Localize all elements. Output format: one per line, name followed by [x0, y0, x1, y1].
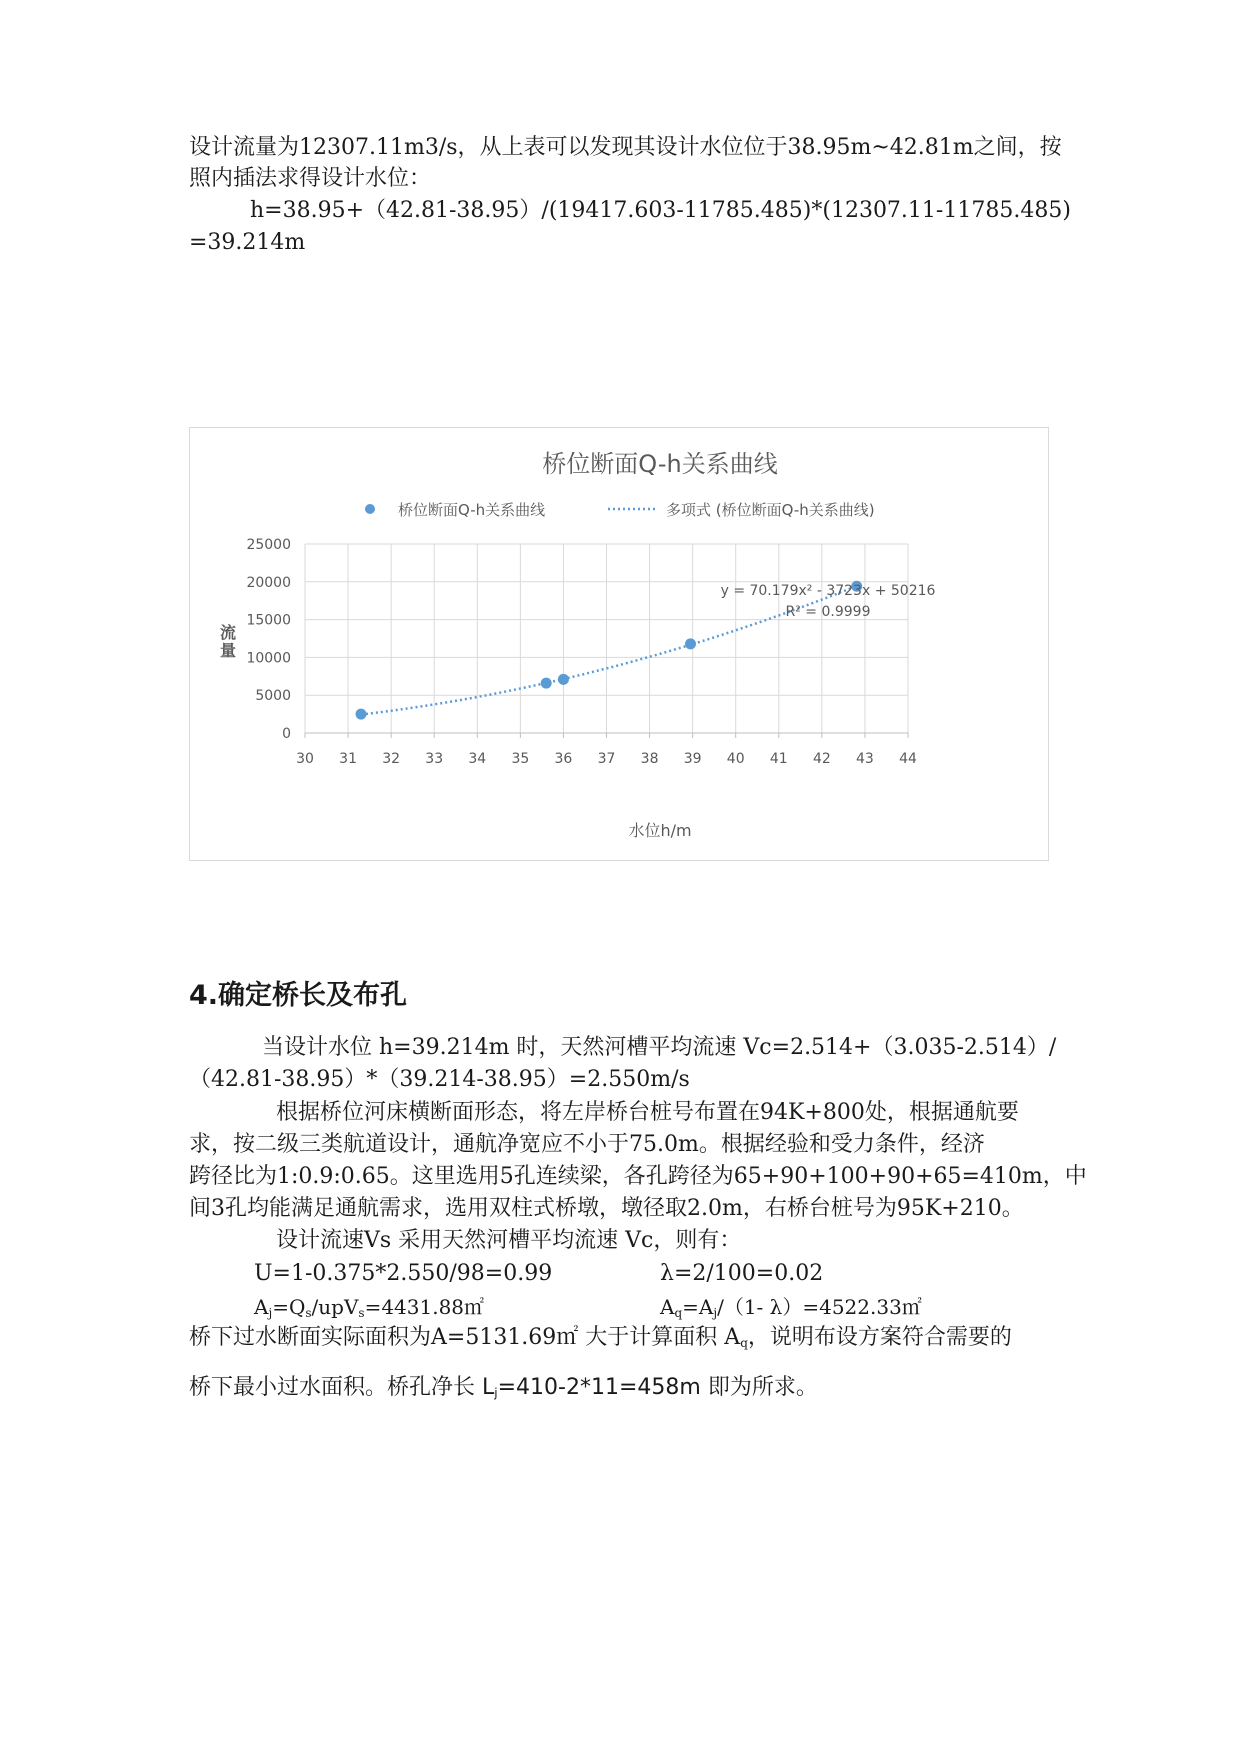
x-tick-label: 40 [726, 751, 745, 767]
qh-chart [189, 427, 1049, 861]
y-tick-label: 25000 [246, 537, 291, 553]
trend-equation: y = 70.179x² - 3723x + 50216 [720, 583, 936, 599]
chart-points [355, 581, 862, 720]
chart-legend [365, 501, 875, 519]
s4-line1: 当设计水位 h=39.214m 时，天然河槽平均流速 Vc=2.514+（3.035-2.514）/ [262, 1035, 1057, 1060]
x-axis-label: 水位h/m [628, 821, 692, 840]
data-point [558, 674, 569, 685]
qh-chart-svg [190, 428, 1048, 860]
aj-formula: $A_j=Q_s/upV_s=4431.88㎡$ [254, 1295, 485, 1320]
y-tick-label: 20000 [246, 574, 291, 591]
s4-line4: 求，按二级三类航道设计，通航净宽应不小于75.0m。根据经验和受力条件，经济 [189, 1132, 985, 1157]
y-tick-label: 15000 [246, 612, 291, 629]
y-tick-label: 0 [282, 726, 291, 742]
y-axis-label: 流量 [219, 623, 237, 660]
y-tick-label: 5000 [255, 688, 291, 705]
chart-title: 桥位断面Q-h关系曲线 [542, 450, 778, 478]
para1-line2: 照内插法求得设计水位： [189, 166, 432, 191]
x-tick-label: 32 [382, 751, 401, 767]
x-tick-label: 34 [468, 751, 487, 767]
x-tick-label: 37 [597, 751, 616, 767]
s4-line10: 桥下过水断面实际面积为A=5131.69㎡ 大于计算面积 $A_q$，说明布设方案符合需要的 [189, 1325, 1012, 1350]
section-heading-4: 4.确定桥长及布孔 [189, 980, 408, 1011]
x-tick-label: 42 [812, 751, 831, 767]
s4-line6: 间3孔均能满足通航需求，选用双柱式桥墩，墩径取2.0m，右桥台桩号为95K+210。 [189, 1196, 1024, 1221]
x-tick-label: 44 [899, 751, 917, 767]
x-tick-label: 41 [769, 751, 788, 767]
data-point [685, 638, 696, 649]
x-tick-label: 30 [296, 751, 314, 767]
legend-label-trend: 多项式 (桥位断面Q-h关系曲线) [666, 501, 875, 519]
x-tick-label: 31 [339, 751, 357, 767]
y-tick-label: 10000 [246, 650, 291, 667]
para1-line1: 设计流量为12307.11m3/s，从上表可以发现其设计水位位于38.95m~42.81m之间，按 [189, 135, 1062, 160]
s4-line5: 跨径比为1:0.9:0.65。这里选用5孔连续梁，各孔跨径为65+90+100+90+65=410m，中 [189, 1164, 1087, 1189]
x-tick-label: 43 [856, 751, 874, 767]
chart-axes [246, 537, 917, 767]
x-tick-label: 35 [511, 751, 530, 767]
x-tick-label: 38 [640, 751, 659, 767]
x-tick-label: 36 [554, 751, 573, 767]
legend-label-series: 桥位断面Q-h关系曲线 [398, 501, 546, 519]
x-tick-label: 39 [683, 751, 702, 767]
legend-marker-series [365, 504, 375, 514]
u-formula: U=1-0.375*2.550/98=0.99 [254, 1261, 553, 1286]
s4-line7: 设计流速Vs 采用天然河槽平均流速 Vc，则有： [276, 1228, 742, 1253]
chart-gridlines [305, 544, 908, 733]
x-tick-label: 33 [425, 751, 444, 767]
para1-result: =39.214m [189, 230, 306, 255]
lambda-formula: λ=2/100=0.02 [660, 1261, 824, 1286]
data-point [541, 678, 552, 689]
trend-r2: R² = 0.9999 [785, 604, 871, 620]
data-point [355, 709, 366, 720]
s4-line11: 桥下最小过水面积。桥孔净长 $L_j=410-2*11=458m$ 即为所求。 [189, 1375, 818, 1400]
s4-line3: 根据桥位河床横断面形态，将左岸桥台桩号布置在94K+800处，根据通航要 [276, 1100, 1019, 1125]
para1-formula: h=38.95+（42.81-38.95）/(19417.603-11785.485)*(12307.11-11785.485) [250, 198, 1071, 223]
s4-line2: （42.81-38.95）*（39.214-38.95）=2.550m/s [189, 1067, 690, 1092]
aq-formula: $A_q=A_j/(1-$ λ）=4522.33㎡ [660, 1295, 922, 1320]
